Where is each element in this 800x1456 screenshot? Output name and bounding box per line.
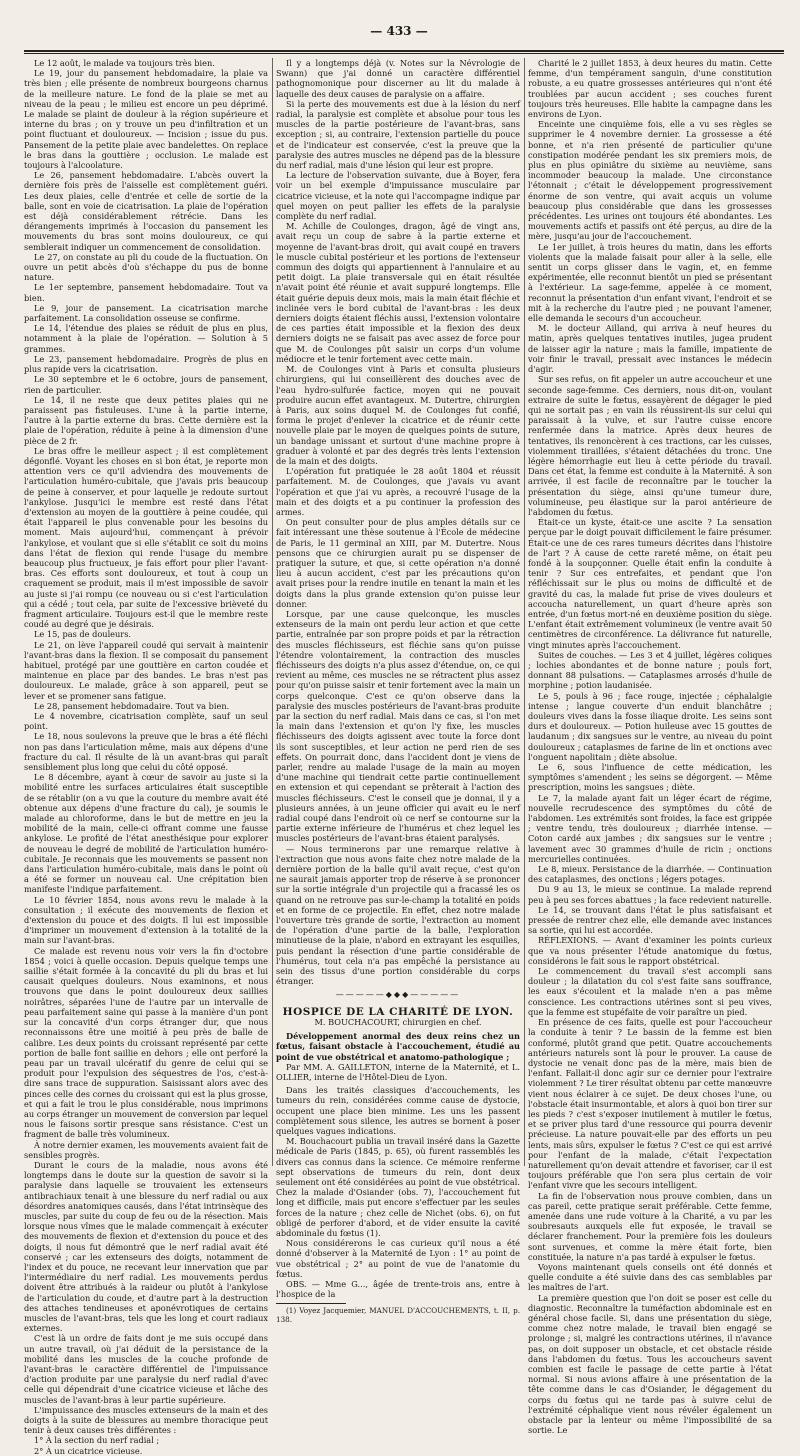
paragraph: L'impuissance des muscles extenseurs de la main et des doigts à la suite de blessures au membre thoracique peut tenir à deux causes très différentes : [24, 1404, 268, 1436]
article-authors: Par MM. A. GAILLETON, interne de la Maternité, et L. OLLIER, interne de l'Hôtel-Dieu de Lyon. [276, 1061, 520, 1082]
paragraph: Nous considérerons le cas curieux qu'il nous a été donné d'observer à la Maternité de Lyon : 1° au point de vue obstétrical ; 2° au point de vue de l'anatomie du fœtus. [276, 1238, 520, 1279]
paragraph: M. Bouchacourt publia un travail inséré dans la Gazette médicale de Paris (1845, p. 65), où furent rassemblés les divers cas connus dans la science. Ce mémoire renferme sept observations de tumeurs du rein, dont deux seulement ont été considérées au point de vue obstétrical. Chez la malade d'Osiander (obs. 7), l'accouchement fut long et difficile, mais put encore s'effectuer par les seules forces de la nature ; chez celle de Nichet (obs. 6), on fut obligé de perforer d'abord, et de vider ensuite la cavité abdominale du fœtus (1). [276, 1136, 520, 1238]
page-number: — 433 — [370, 24, 428, 38]
paragraph: Durant le cours de la maladie, nous avons été longtemps dans le doute sur la question de savoir si la paralysie dans laquelle se trouvaient les extenseurs antibrachiaux tenait à une blessure du nerf radial ou aux désordres anatomiques causés, dans l'état intrinsèque des muscles, par suite du coup de feu ou de la résection. Mais lorsque nous vîmes que le malade commençait à exécuter des mouvements de flexion et d'extension du pouce et des doigts, il nous fut démontré que le nerf radial avait été conservé ; car les extenseurs des doigts, notamment de l'index et du pouce, ne recevant leur innervation que par l'intermédiaire du nerf radial. Les mouvements perdus doivent être attribués à la raideur ou plutôt à l'ankylose de l'articulation du coude, et d'autre part à la destruction des attaches tendineuses et aponévrotiques de certains muscles de l'avant-bras, tels que les long et court radiaux externes. [24, 1159, 268, 1334]
paragraph: Ce malade est revenu nous voir vers la fin d'octobre 1854 ; voici à quelle occasion. Depuis quelque temps une saillie s'était formée à la concavité du pli du bras et lui causait quelques douleurs. Nous examinons, et nous trouvons que dans le point douloureux deux saillies noirâtres, séparées l'une de l'autre par un intervalle de peau parfaitement saine qui passe à la manière d'un pont sur la concavité d'un corps étranger dur, que nous reconnaissons être une moitié à peu près de balle de calibre. Les deux points du croissant représenté par cette portion de balle font saillie en dehors ; elle ont perforé la peau par un travail ulcératif du genre de celui qui se produit pour l'expulsion des séquestres de l'os, c'est-à-dire sans trace de suppuration. Saisissant alors avec des pinces celle des cornes du croissant qui est la plus grosse, et qui a fait le trou le plus considérable, nous imprimons au corps étranger un mouvement de conversion par lequel nous le faisons sortir presque sans résistance. C'est un fragment de balle très volumineux. [24, 945, 268, 1140]
column-left [24, 58, 268, 1456]
paragraph: Le 27, on constate au pli du coude de la fluctuation. On ouvre un petit abcès d'où s'échappe du pus de bonne nature. [24, 251, 268, 283]
article-title: Développement anormal des deux reins chez un fœtus, faisant obstacle à l'accouchement, étudié au point de vue obstétrical et anatomo-pathologique ; [276, 1031, 520, 1062]
paragraph: Le commencement du travail s'est accompli sans douleur ; la dilatation du col s'est faite sans souffrance, les eaux s'écoulent et la malade n'en a pas même conscience. Les contractions utérines sont si peu vives, que la femme est stupéfaite de voir paraître un pied. [528, 966, 772, 1017]
paragraph: OBS. — Mme G..., âgée de trente-trois ans, entre à l'hospice de la [276, 1278, 520, 1300]
paragraph: Le 26, pansement hebdomadaire. L'abcès ouvert la dernière fois près de l'aisselle est complètement guéri. Les deux plaies, celle d'entrée et celle de sortie de la balle, sont en voie de cicatrisation. La plaie de l'opération est déjà considérablement rétrécie. Dans les dérangements imprimés à l'occasion du pansement les mouvements du bras sont moins douloureux, ce qui semblerait indiquer un commencement de consolidation. [24, 170, 268, 252]
newspaper-page [14, 0, 784, 1456]
paragraph: 1° À la section du nerf radial ; [34, 1435, 160, 1446]
paragraph: Le 12 août, le malade va toujours très bien. [34, 58, 215, 68]
paragraph: Le 7, la malade ayant fait un léger écart de régime, nouvelle recrudescence des symptômes du côté de l'abdomen. Les extrémités sont froides, la face est grippée ; ventre tendu, très douloureux ; diarrhée intense. — Coton cardé aux jambes ; dix sangsues sur le ventre ; lavement avec 30 grammes d'huile de ricin ; onctions mercurielles continuées. [528, 792, 772, 864]
paragraph: Sur ses refus, on fit appeler un autre accoucheur et une seconde sage-femme. Ces derniers, nous dit-on, voulant extraire de suite le fœtus, essayèrent de dégager le pied qui ne sortait pas ; en vain ils réussirent-ils sur celui qui paraissait à la vulve, et sur l'autre cuisse encore renfermée dans la matrice. Après deux heures de tentatives, ils renoncèrent à ces tractions, car les cuisses, violemment tiraillées, s'étaient détachées du tronc. Une légère hémorrhagie eut lieu à cette période du travail. Dans cet état, la femme est conduite à la Maternité. À son arrivée, il est facile de reconnaître par le toucher la présentation du siège, ainsi qu'une tumeur dure, volumineuse, peu élastique sur la paroi antérieure de l'abdomen du fœtus. [528, 374, 772, 517]
column-separator-left [272, 58, 273, 1166]
paragraph: À notre dernier examen, les mouvements avaient fait de sensibles progrès. [24, 1139, 268, 1160]
paragraph: RÉFLEXIONS. — Avant d'examiner les points curieux que va nous présenter l'étude anatomique du fœtus, considérons le fait sous le rapport obstétrical. [528, 935, 772, 966]
paragraph: Lorsque, par une cause quelconque, les muscles extenseurs de la main ont perdu leur action et que cette partie, entraînée par son propre poids et par la rétraction des muscles fléchisseurs, est fléchie sans qu'on puisse l'étendre volontairement, la contraction des muscles fléchisseurs des doigts n'a plus assez d'étendue, on, ce qui revient au même, ces muscles ne se rétractent plus assez pour qu'on puisse saisir et tenir fortement avec la main un corps quelconque. C'est ce qu'on observe dans la paralysie des muscles postérieurs de l'avant-bras produite par la section du nerf radial. Mais dans ce cas, si l'on met la main dans l'extension et qu'on l'y fixe, les muscles fléchisseurs des doigts agissent avec toute la force dont ils sont susceptibles, et leur action ne perd rien de ses effets. On pourrait donc, dans l'accident dont je viens de parler, rendre au malade l'usage de la main au moyen d'une machine qui tiendrait cette partie continuellement en extension et qui cependant se prêterait à l'action des muscles fléchisseurs. C'est le conseil que je donnai, il y a plusieurs années, à un jeune officier qui avait eu le nerf radial coupé dans l'endroit où ce nerf se contourne sur la partie externe inférieure de l'humérus et chez lequel les muscles postérieurs de l'avant-bras étaient paralysés. [276, 608, 520, 844]
paragraph: Dans les traités classiques d'accouchements, les tumeurs du rein, considérées comme cause de dystocie, occupent une place bien minime. Les uns les passent complètement sous silence, les autres se bornent à poser quelques vagues indications. [276, 1085, 520, 1136]
paragraph: 2° À un cicatrice vicieuse. [34, 1445, 143, 1456]
paragraph: M. de Coulonges vint à Paris et consulta plusieurs chirurgiens, qui lui conseillèrent des douches avec de l'eau hydro-sulfurée factice, moyen qui ne pouvait produire aucun effet avantageux. M. Dutertre, chirurgien à Paris, aux soins duquel M. de Coulonges fut confié, forma le projet d'enlever la cicatrice et de réunir cette nouvelle plaie par le moyen de quelques points de suture, un bandage unissant et surtout d'une machine propre à graduer à volonté et par des degrés très lents l'extension de la main et des doigts. [276, 364, 520, 466]
paragraph: Le 4 novembre, cicatrisation complète, sauf un seul point. [24, 711, 268, 732]
paragraph: M. le docteur Ailland, qui arriva à neuf heures du matin, après quelques tentatives inutiles, jugea prudent de laisser agir la nature ; mais la famille, impatiente de voir finir le travail, pressait avec instances le médecin d'agir. [528, 323, 772, 375]
paragraph: Le 18, nous soulevons la preuve que le bras a été fléchi non pas dans l'articulation même, mais aux dépens d'une fracture du cal. Il résulte de là un avant-bras qui paraît sensiblement plus long que celui du côté opposé. [24, 731, 268, 773]
paragraph: Le bras offre le meilleur aspect ; il est complètement dégonflé. Voyant les choses en si bon état, je reporte mon attention vers ce qu'il adviendra des mouvements de l'articulation huméro-cubitale, que j'avais pris beaucoup de peine à conserver, et pour laquelle je redoute surtout l'ankylose. Jusqu'ici le membre est resté dans l'état d'extension au moyen de la gouttière à peine coudée, qui était l'appareil le plus convenable pour les besoins du moment. Mais aujourd'hui, commençant à prévoir l'ankylose, et voulant que si elle s'établit ce soit du moins dans l'état de flexion qui rende l'usage du membre beaucoup plus fructueux, je fais effort pour plier l'avant-bras. Ces efforts sont douloureux, et tout à coup un craquement se produit, mais il m'est impossible de savoir au juste si j'ai rompu (ce nouveau ou si c'est l'articulation qui a cédé ; tout cela, par suite de l'excessive brièveté du fragment articulaire. Toujours est-il que le membre reste coudé au degré que je désirais. [24, 445, 268, 630]
column-middle-text [276, 58, 520, 986]
paragraph: On peut consulter pour de plus amples détails sur ce fait intéressant une thèse soutenue à l'École de médecine de Paris, le 11 germinal an XIII, par M. Dutertre. Nous pensons que ce chirurgien aurait pu se dispenser de pratiquer la suture, et que, si cette opération n'a donné lieu à aucun accident, c'est par les précautions qu'on avait prises pour la rendre inutile en tenant la main et les doigts dans la plus grande extension qu'on puisse leur donner. [276, 517, 520, 609]
paragraph: Si la perte des mouvements est due à la lésion du nerf radial, la paralysie est complète et absolue pour tous les muscles de la partie postérieure de l'avant-bras, sans exception ; si, au contraire, l'extension partielle du pouce et de l'indicateur est conservée, c'est la preuve que la paralysie des autres muscles ne dépend pas de la blessure du nerf radial, mais d'une lésion qui leur est propre. [276, 98, 520, 171]
ornament-divider: —————◆◆◆————— [335, 990, 461, 1000]
paragraph: Le 30 septembre et le 6 octobre, jours de pansement, rien de particulier. [24, 374, 268, 395]
paragraph: Le 10 février 1854, nous avons revu le malade à la consultation ; il exécute des mouvements de flexion et d'extension du pouce et des doigts. Il lui est impossible d'imprimer un mouvement d'extension à la totalité de la main sur l'avant-bras. [24, 894, 268, 946]
paragraph: Le 28, pansement hebdomadaire. Tout va bien. [34, 700, 230, 711]
footnote-rule [276, 1303, 346, 1304]
header-rule-thin [24, 53, 784, 54]
column-separator-right [524, 58, 525, 1166]
paragraph: Enceinte une cinquième fois, elle a vu ses règles se supprimer le 4 novembre dernier. La grossesse a été bonne, et n'a rien présenté de particulier qu'une constipation modérée pendant les six premiers mois, de plus en plus opiniâtre du sixième au neuvième, sans incommoder beaucoup la malade. Une circonstance l'étonnait ; c'était le développement progressivement énorme de son ventre, qui avait acquis un volume beaucoup plus considérable que dans les grossesses précédentes. Les urines ont toujours été abondantes. Les mouvements actifs et passifs ont été perçus, au dire de la mère, jusqu'au jour de l'accouchement. [528, 119, 772, 242]
paragraph: Le 19, jour du pansement hebdomadaire, la plaie va très bien ; elle présente de nombreux bourgeons charnus de la meilleure nature. Le fond de la plaie se met au niveau de la peau ; le milieu est encore un peu déprimé. Le malade se plaint de douleur à la région supérieure et interne du bras ; on y trouve un peu d'infiltration et un point fluctuant et douloureux. — Incision ; issue du pus. Pansement de la petite plaie avec bandelettes. On replace le bras dans la gouttière ; occlusion. Le malade est toujours à l'alcoolature. [24, 68, 268, 171]
paragraph: Le 1er septembre, pansement hebdomadaire. Tout va bien. [24, 282, 268, 303]
paragraph: Le 6, sous l'influence de cette médication, les symptômes s'amendent ; les seins se dégorgent. — Même prescription, moins les sangsues ; diète. [528, 762, 772, 793]
paragraph: Était-ce un kyste, était-ce une ascite ? La sensation perçue par le doigt pouvait difficilement le faire présumer. Était-ce une de ces rares tumeurs décrites dans l'histoire de l'art ? À cause de cette rareté même, on était peu fondé à la soupçonner. Quelle était enfin la conduite à tenir ? Sur ces entrefaites, et pendant que l'on réfléchissait sur le plus ou moins de difficulté et de gravité du cas, la malade fut prise de vives douleurs et accoucha naturellement, un quart d'heure après son entrée, d'un fœtus mort-né en deuxième position du siège. L'enfant était extrêmement volumineux (le ventre avait 50 centimètres de circonférence. La délivrance fut naturelle, vingt minutes après l'accouchement. [528, 517, 772, 650]
paragraph: Du 9 au 13, le mieux se continue. La malade reprend peu à peu ses forces abattues ; la face redevient naturelle. [528, 884, 772, 905]
paragraph: La fin de l'observation nous prouve combien, dans un cas pareil, cette pratique serait préférable. Cette femme, amenée dans une rude voiture à la Charité, a vu par les soubresauts auxquels elle fut exposée, le travail se déclarer franchement. Pour la première fois les douleurs sont survenues, et comme la mère était forte, bien constituée, la nature n'a pas tardé à expulser le fœtus. [528, 1190, 772, 1262]
paragraph: Le 14, l'étendue des plaies se réduit de plus en plus, notamment à la plaie de l'opération. — Solution à 5 grammes. [24, 323, 268, 354]
paragraph: Suites de couches. — Les 3 et 4 juillet, légères coliques ; lochies abondantes et de bonne nature ; pouls fort, donnant 88 pulsations. — Cataplasmes arrosés d'huile de morphine ; potion laudanisée. [528, 649, 772, 691]
paragraph: — Nous terminerons par une remarque relative à l'extraction que nous avons faite chez notre malade de la dernière portion de la balle qu'il avait reçue, c'est qu'on ne saurait jamais apporter trop de réserve à se prononcer sur la sortie intégrale d'un projectile qui a fracassé les os quand on ne retrouve pas sur-le-champ la totalité en poids et en forme de ce projectile. En effet, chez notre malade l'ouverture très grande de sortie, l'extraction au moment de l'opération d'une partie de la balle, l'exploration minutieuse de la plaie, n'abord en extrayant les esquilles, puis pendant la résection d'une partie considérable de l'humérus, tout cela n'a pas empêché la persistance au sein des tissus d'une portion considérable du corps étranger. [276, 843, 520, 987]
paragraph: L'opération fut pratiquée le 28 août 1804 et réussit parfaitement. M. de Coulonges, que j'avais vu avant l'opération et que j'ai vu après, a recouvré l'usage de la main et des doigts et a pu continuer la profession des armes. [276, 466, 520, 517]
service-chief: M. BOUCHACOURT, chirurgien en chef. [314, 1016, 482, 1027]
paragraph: Le 5, pouls à 96 ; face rouge, injectée ; céphalalgie intense ; langue couverte d'un enduit blanchâtre ; douleurs vives dans la fosse iliaque droite. Les seins sont durs et douloureux. — Potion huileuse avec 15 gouttes de laudanum ; dix sangsues sur le ventre, au niveau du point douloureux ; cataplasmes de farine de lin et onctions avec l'onguent napolitain ; diète absolue. [528, 690, 772, 762]
column-middle-article [276, 1085, 520, 1299]
paragraph: Le 21, on lève l'appareil coudé qui servait à maintenir l'avant-bras dans la flexion. Il se composait du pansement habituel, protégé par une gouttière en carton coudée et maintenue en place par des bandes. Le bras n'est pas douloureux. Le malade, grâce à son appareil, peut se lever et se promener sans fatigue. [24, 639, 268, 701]
paragraph: Le 14, se trouvant dans l'état le plus satisfaisant et pressée de rentrer chez elle, elle demande avec instances sa sortie, qui lui est accordée. [528, 904, 772, 936]
column-right [528, 58, 772, 1436]
paragraph: M. Achille de Coulonges, dragon, âgé de vingt ans, avait reçu un coup de sabre à la partie externe et moyenne de l'avant-bras droit, qui avait coupé en travers le muscle cubital postérieur et les portions de l'extenseur commun des doigts qui appartiennent à l'annulaire et au petit doigt. La plaie transversale qui en était résultée n'avait point été réunie et avait suppuré longtemps. Elle était guérie depuis deux mois, mais la main était fléchie et inclinée vers le bord cubital de l'avant-bras : les deux derniers doigts étaient fléchis aussi, l'extension volontaire de ces parties était impossible et la flexion des deux derniers doigts ne se faisait pas avec assez de force pour que M. de Coulonges pût saisir un corps d'un volume médiocre et le tenir fortement avec cette main. [276, 221, 520, 364]
paragraph: C'est là un ordre de faits dont je me suis occupé dans un autre travail, où j'ai déduit de la persistance de la mobilité dans les muscles de la couche profonde de l'avant-bras le caractère différentiel de l'impuissance d'action produite par une paralysie du nerf radial d'avec celle qui dépendrait d'une cicatrice vicieuse et lâche des muscles de l'avant-bras à leur partie supérieure. [24, 1333, 268, 1405]
paragraph: Voyons maintenant quels conseils ont été donnés et quelle conduite a été suivie dans des cas semblables par les maîtres de l'art. [528, 1261, 772, 1293]
paragraph: La lecture de l'observation suivante, due à Boyer, fera voir un bel exemple d'impuissance musculaire par cicatrice vicieuse, et la note qui l'accompagne indique par quel moyen on peut pallier les effets de la paralysie complète du nerf radial. [276, 170, 520, 222]
paragraph: Le 1er juillet, à trois heures du matin, dans les efforts violents que la malade faisait pour aller à la selle, elle sentit un corps glisser dans le vagin, et, en femme expérimentée, elle reconnut bientôt un pied se présentant à l'extérieur. La sage-femme, appelée à ce moment, reconnut la présentation d'un enfant vivant, l'endroit et se mit à la recherche du l'autre pied ; ne pouvant l'amener, elle demanda le secours d'un accoucheur. [528, 241, 772, 324]
paragraph: Il y a longtemps déjà (v. Notes sur la Névrologie de Swann) que j'ai donné un caractère différentiel pathognomonique pour discerner au lit du malade à laquelle des deux causes de paralysie on a affaire. [276, 58, 520, 99]
paragraph: La première question que l'on doit se poser est celle du diagnostic. Reconnaître la tuméfaction abdominale est en général chose facile. Si, dans une présentation du siège, comme chez notre malade, le travail bien engagé se prolonge ; si, malgré les contractions utérines, il n'avance pas, on doit supposer un obstacle, et cet obstacle réside dans l'abdomen du fœtus. Tous les accoucheurs savent combien est facile le passage de cette partie à l'état normal. Si nous avions affaire à une présentation de la tête comme dans le cas d'Osiander, le dégagement du corps du fœtus qui ne tarde pas à suivre celui de l'extrémité céphalique vient nous révéler également un obstacle par la lenteur ou même l'impossibilité de sa sortie. Le [528, 1292, 772, 1436]
hospital-heading: HOSPICE DE LA CHARITÉ DE LYON. [282, 1005, 514, 1018]
header-rule [24, 50, 784, 52]
paragraph: Le 8, mieux. Persistance de la diarrhée. — Continuation des cataplasmes, des onctions ; légers potages. [528, 864, 772, 885]
paragraph: Le 15, pas de douleurs. [34, 629, 132, 640]
footnote: (1) Voyez Jacquemier, MANUEL D'ACCOUCHEMENTS, t. II, p. 138. [276, 1306, 520, 1325]
paragraph: Le 9, jour de pansement. La cicatrisation marche parfaitement. La consolidation osseuse se confirme. [24, 302, 268, 324]
paragraph: En présence de ces faits, quelle est pour l'accoucheur la conduite à tenir ? Le bassin de la femme est bien conformé, plutôt grand que petit. Quatre accouchements antérieurs naturels sont là pour le prouver. La cause de dystocie ne venait donc pas de la mère, mais bien de l'enfant. Fallait-il donc agir sur ce dernier pour l'extraire violemment ? Le tirer résultat obtenu par cette manœuvre vient nous éclairer à ce sujet. De deux choses l'une, ou l'obstacle était insurmontable, et alors à quoi bon tirer sur les pieds ? c'est s'exposer inutilement à mutiler le fœtus, et se priver plus tard d'une ressource qui pourra devenir précieuse. La nature pouvait-elle par des efforts un peu lents, mais sûrs, expulser le fœtus ? C'est ce qui est arrivé pour l'enfant de la malade, c'était l'expectation naturellement qu'on devait attendre et favoriser, car il est toujours préférable que l'on sera plus certain de voir l'enfant vivre que les secours intelligent. [528, 1017, 772, 1191]
paragraph: Le 23, pansement hebdomadaire. Progrès de plus en plus rapide vers la cicatrisation. [24, 353, 268, 375]
paragraph: Le 8 décembre, ayant à cœur de savoir au juste si la mobilité entre les surfaces articulaires était susceptible de se rétablir (on a vu que la couture du membre avait été obtenue aux dépens d'une fracture du cal), je soumis le malade au chloroforme, dans le but de mettre en jeu la mobilité de la main, celle-ci offrant comme une fausse ankylose. Le profité de l'état anesthésique pour explorer de nouveau le degré de mobilité de l'articulation huméro-cubitale. Je reconnais que les mouvements se passent non dans l'articulation huméro-cubitale, mais dans le point où a été se former un nouveau cal. Une crépitation bien manifeste l'indique parfaitement. [24, 772, 268, 895]
paragraph: Le 14, il ne reste que deux petites plaies qui ne paraissent pas fistuleuses. L'une à la partie interne, l'autre à la partie externe du bras. Cette dernière est la plaie de l'opération, réduite à peine à la dimension d'une pièce de 2 fr. [24, 394, 268, 446]
paragraph: Charité le 2 juillet 1853, à deux heures du matin. Cette femme, d'un tempérament sanguin, d'une constitution robuste, a eu quatre grossesses antérieures qui n'ont été troublées par aucun accident ; ses couches furent toujours très heureuses. Elle habite la campagne dans les environs de Lyon. [528, 58, 772, 120]
column-middle [276, 58, 520, 1325]
